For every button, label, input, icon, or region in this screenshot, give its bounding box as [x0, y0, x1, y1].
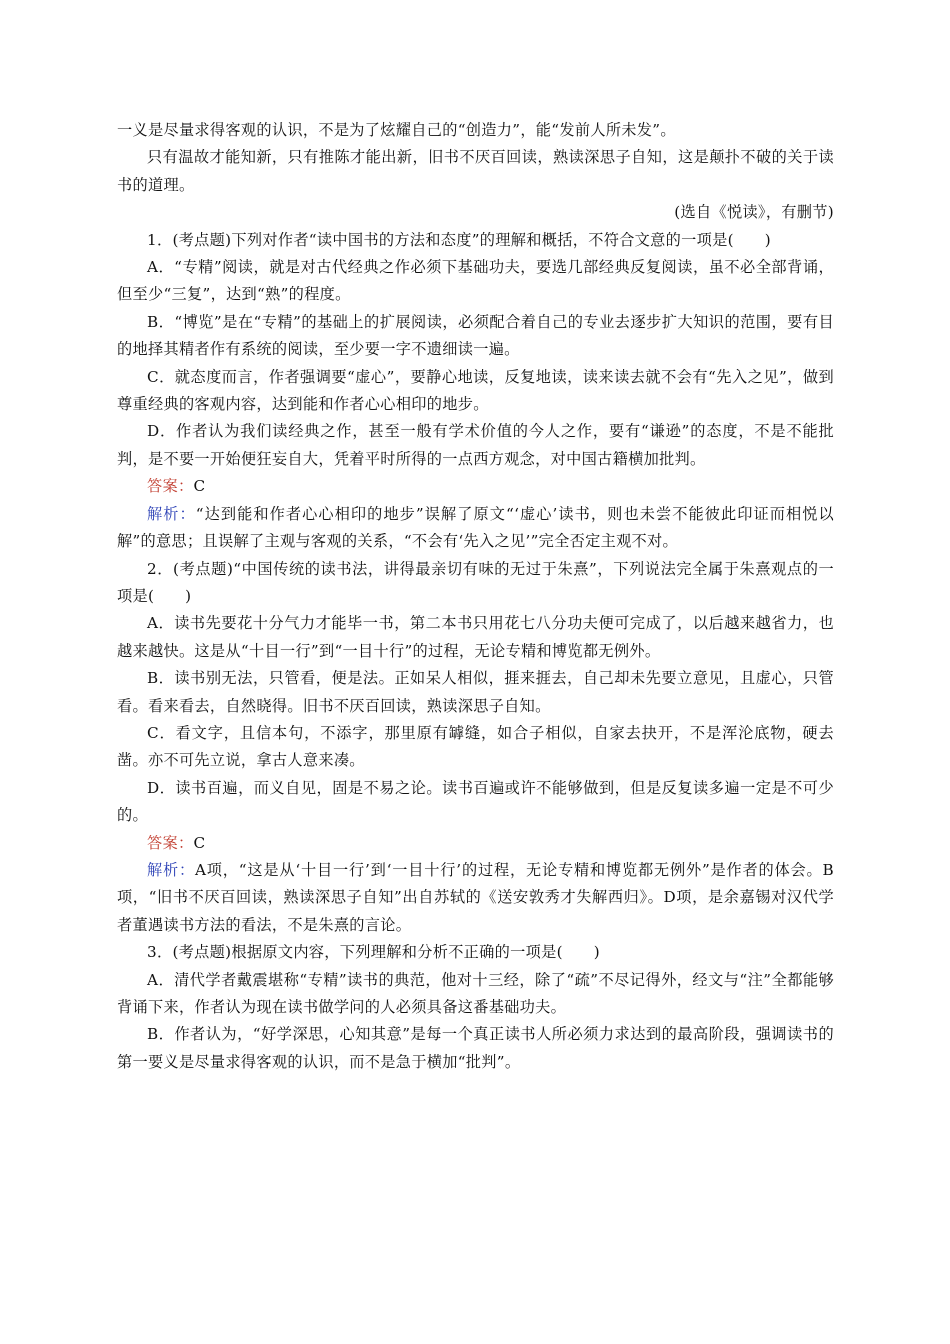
explanation-label: 解析： — [147, 860, 196, 879]
answer-value: C — [193, 833, 206, 852]
paragraph-conclusion: 只有温故才能知新，只有推陈才能出新，旧书不厌百回读，熟读深思子自知，这是颠扑不破的关于读书的道理。 — [117, 148, 834, 194]
explanation-label: 解析： — [147, 504, 196, 523]
question-1-explanation — [117, 501, 834, 556]
explanation-text: “达到能和作者心心相印的地步”误解了原文“‘虚心’读书，则也未尝不能彼此印证而相悦以解”的意思；且误解了主观与客观的关系，“不会有‘先入之见’”完全否定主观不对。 — [117, 504, 834, 551]
question-1-stem: 1．(考点题)下列对作者“读中国书的方法和态度”的理解和概括，不符合文意的一项是( ) — [147, 230, 772, 249]
answer-value: C — [193, 477, 206, 496]
question-2-option-a: A．读书先要花十分气力才能毕一书，第二本书只用花七八分功夫便可完成了，以后越来越省力，也越来越快。这是从“十目一行”到“一目十行”的过程，无论专精和博览都无例外。 — [117, 614, 834, 660]
explanation-text: A项，“这是从‘十目一行’到‘一目十行’的过程，无论专精和博览都无例外”是作者的体会。B项，“旧书不厌百回读，熟读深思子自知”出自苏轼的《送安敦秀才失解西归》。D项，是余嘉锡对汉代学者董遇读书方法的看法，不是朱熹的言论。 — [117, 860, 835, 934]
question-3-option-b: B．作者认为，“好学深思，心知其意”是每一个真正读书人所必须力求达到的最高阶段，强调读书的第一要义是尽量求得客观的认识，而不是急于横加“批判”。 — [117, 1025, 834, 1071]
question-1-answer — [117, 473, 834, 500]
question-2-option-c: C．看文字，且信本句，不添字，那里原有罅缝，如合子相似，自家去抉开，不是浑沦底物，硬去凿。亦不可先立说，拿古人意来凑。 — [117, 723, 834, 770]
answer-label: 答案： — [147, 833, 194, 852]
question-1-option-d: D．作者认为我们读经典之作，甚至一般有学术价值的今人之作，要有“谦逊”的态度，不是不能批判，是不要一开始便狂妄自大，凭着平时所得的一点西方观念，对中国古籍横加批判。 — [117, 422, 834, 468]
question-1-option-c: C．就态度而言，作者强调要“虚心”，要静心地读，反复地读，读来读去就不会有“先入之见”，做到尊重经典的客观内容，达到能和作者心心相印的地步。 — [117, 367, 834, 414]
question-2-answer — [117, 830, 834, 857]
document-page — [117, 117, 834, 1076]
question-1-option-a: A．“专精”阅读，就是对古代经典之作必须下基础功夫，要选几部经典反复阅读，虽不必全部背诵，但至少“三复”，达到“熟”的程度。 — [117, 258, 834, 304]
question-2-explanation — [117, 857, 834, 939]
source-citation: (选自《悦读》，有删节) — [674, 203, 834, 222]
question-2-stem: 2．(考点题)“中国传统的读书法，讲得最亲切有味的无过于朱熹”，下列说法完全属于朱熹观点的一项是( ) — [117, 559, 834, 605]
question-3-stem: 3．(考点题)根据原文内容，下列理解和分析不正确的一项是( ) — [147, 943, 601, 962]
question-2-option-d: D．读书百遍，而义自见，固是不易之论。读书百遍或许不能够做到，但是反复读多遍一定是不可少的。 — [117, 778, 834, 825]
question-3-option-a: A．清代学者戴震堪称“专精”读书的典范，他对十三经，除了“疏”不尽记得外，经文与“注”全都能够背诵下来，作者认为现在读书做学问的人必须具备这番基础功夫。 — [117, 970, 834, 1016]
question-2-option-b: B．读书别无法，只管看，便是法。正如呆人相似，捱来捱去，自己却未先要立意见，且虚心，只管看。看来看去，自然晓得。旧书不厌百回读，熟读深思子自知。 — [117, 669, 834, 715]
paragraph-continued: 一义是尽量求得客观的认识，不是为了炫耀自己的“创造力”，能“发前人所未发”。 — [117, 121, 676, 139]
question-1-option-b: B．“博览”是在“专精”的基础上的扩展阅读，必须配合着自己的专业去逐步扩大知识的范围，要有目的地择其精者作有系统的阅读，至少要一字不遗细读一遍。 — [117, 312, 834, 359]
answer-label: 答案： — [147, 477, 194, 496]
